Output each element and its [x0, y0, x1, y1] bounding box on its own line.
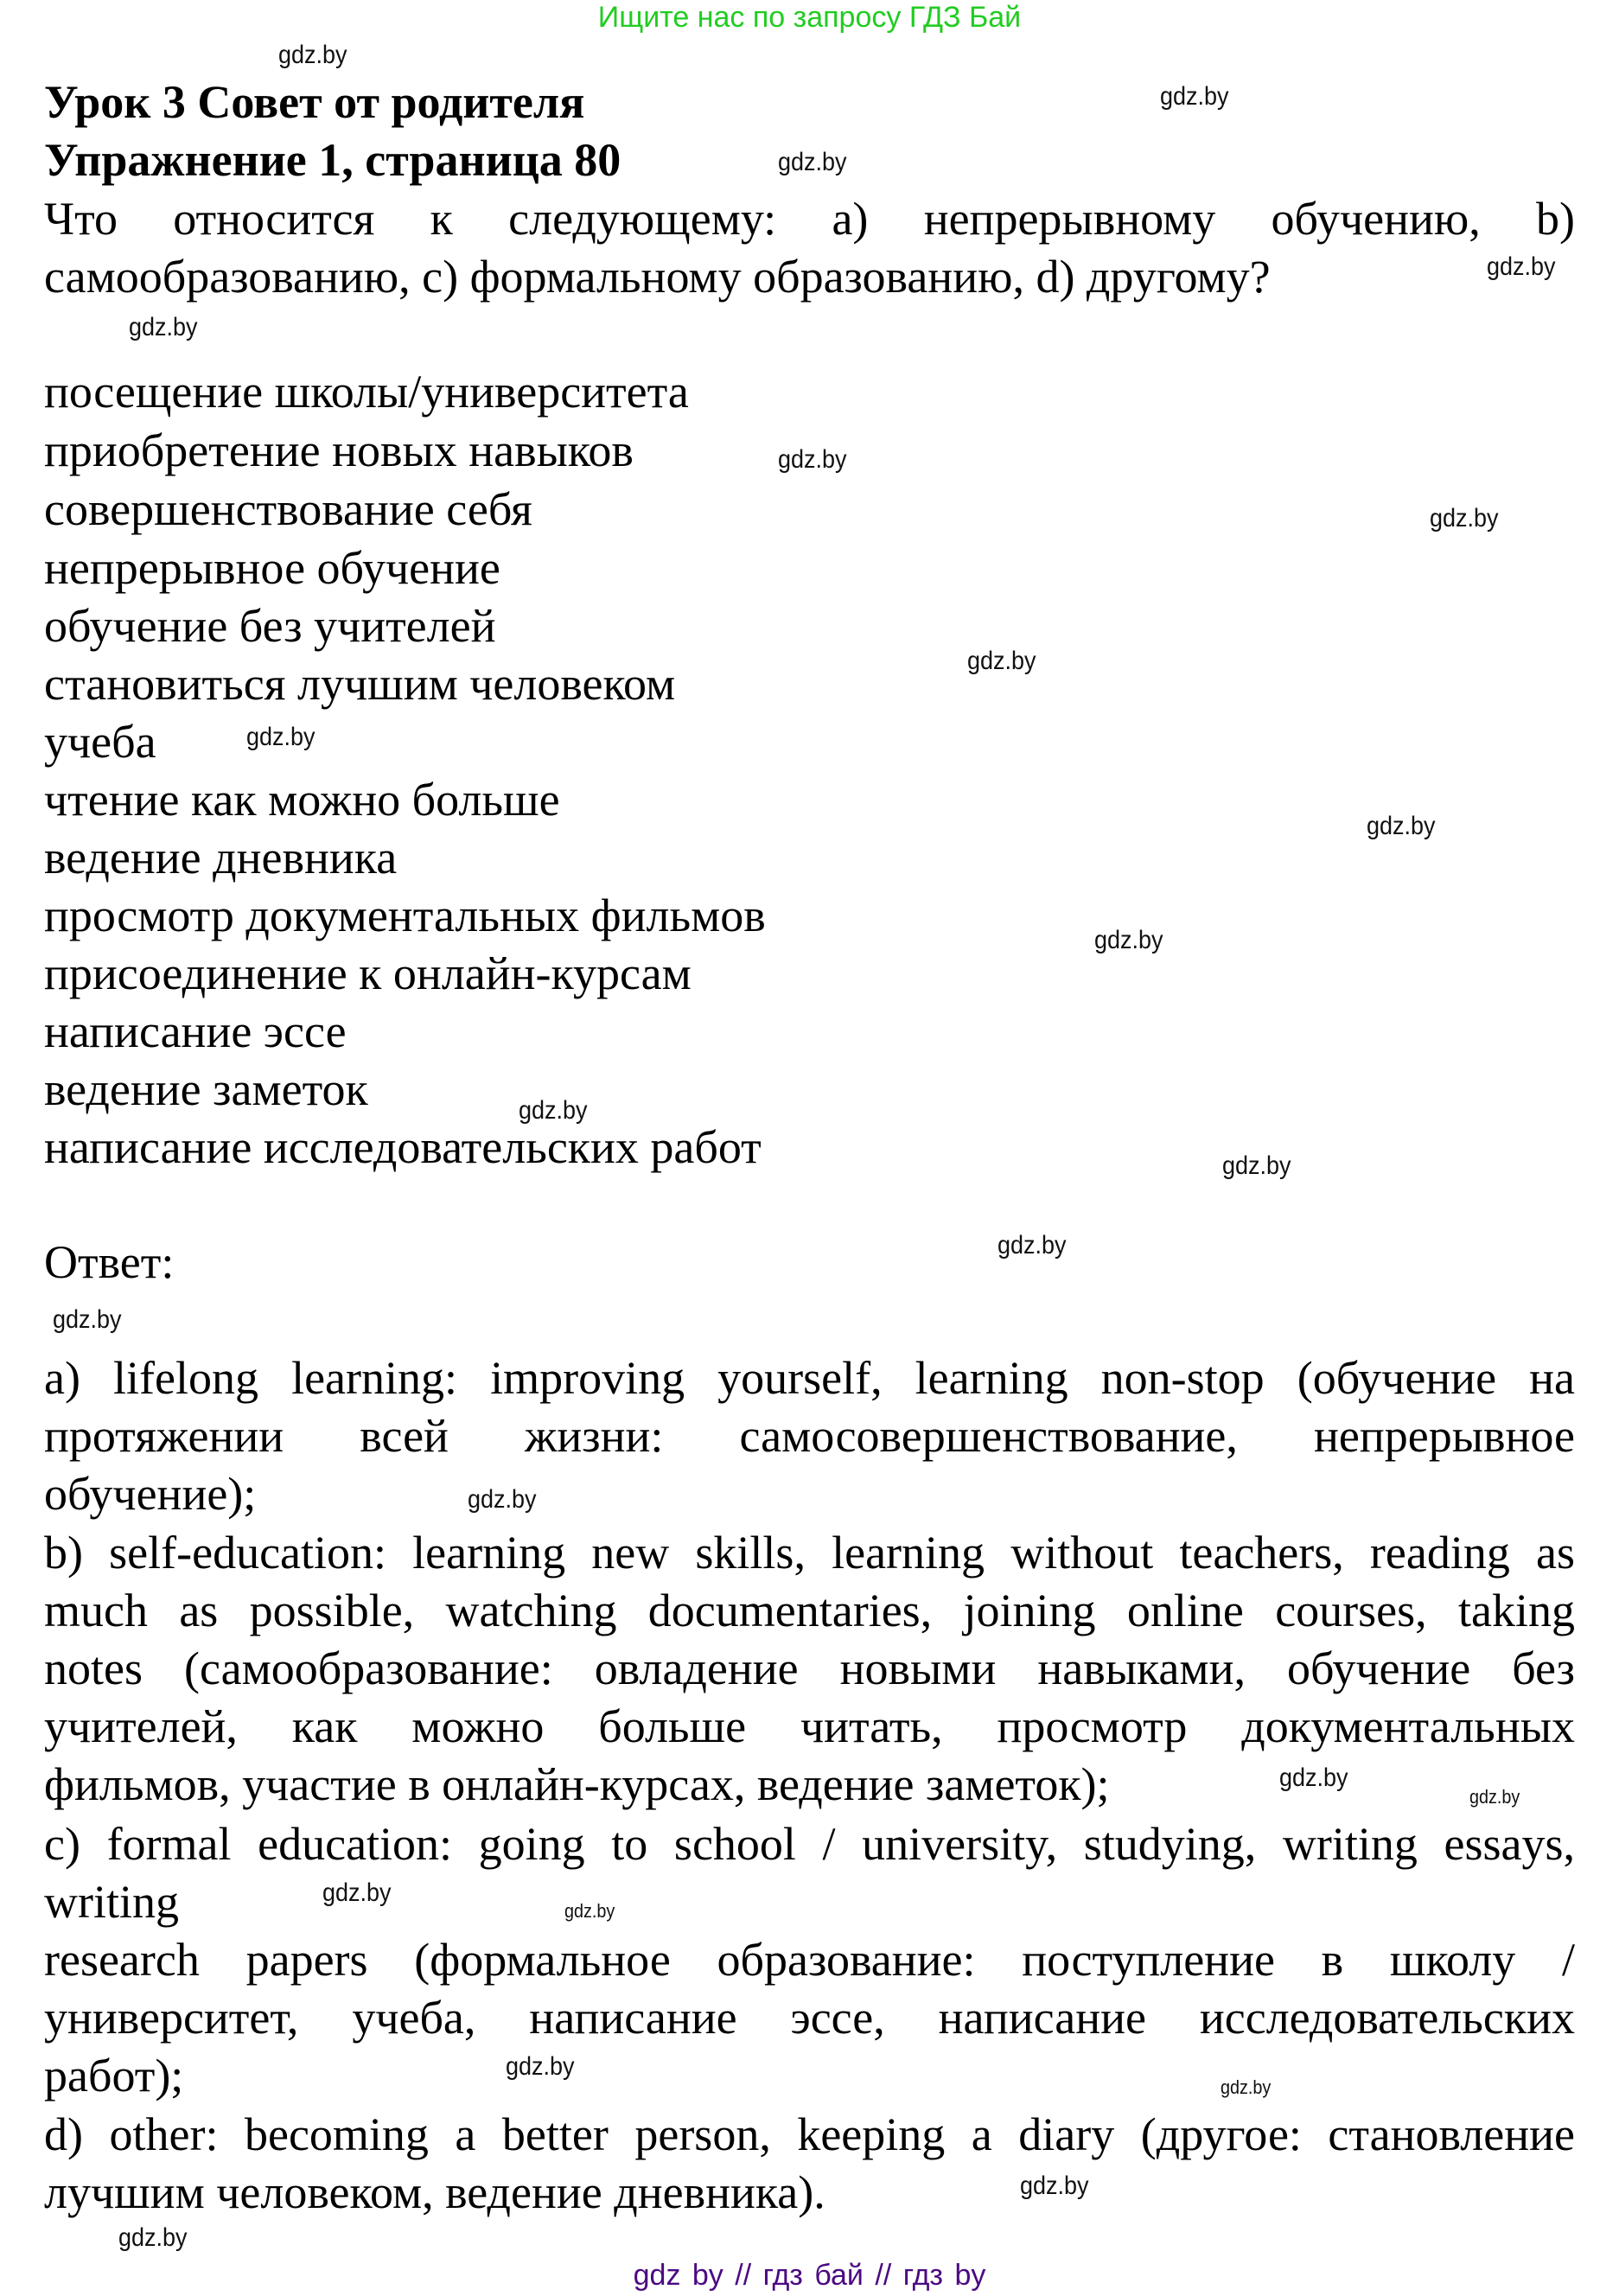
answer-line: обучение);: [44, 1468, 257, 1520]
watermark: gdz.by: [246, 723, 316, 751]
answer-line: b) self-education: learning new skills, learning without teachers, reading as: [44, 1527, 1575, 1578]
watermark: gdz.by: [1469, 1786, 1520, 1808]
answer-line: writing: [44, 1876, 179, 1928]
list-item: просмотр документальных фильмов: [44, 890, 766, 941]
search-banner-link[interactable]: Ищите нас по запросу ГДЗ Бай: [597, 1, 1022, 34]
answer-line: notes (самообразование: овладение новыми навыками, обучение без: [44, 1642, 1575, 1694]
answer-line: протяжении всей жизни: самосовершенствование, непрерывное: [44, 1410, 1575, 1462]
answer-line: университет, учеба, написание эссе, написание исследовательских: [44, 1992, 1575, 2044]
exercise-title: Упражнение 1, страница 80: [44, 134, 621, 186]
watermark: gdz.by: [967, 647, 1036, 675]
list-item: ведение заметок: [44, 1063, 368, 1115]
question-line: самообразованию, c) формальному образованию, d) другому?: [44, 251, 1271, 303]
list-item: непрерывное обучение: [44, 542, 500, 594]
list-item: присоединение к онлайн-курсам: [44, 947, 692, 999]
question-line: Что относится к следующему: a) непрерывному обучению, b): [44, 193, 1575, 245]
answer-label: Ответ:: [44, 1236, 175, 1288]
list-item: написание исследовательских работ: [44, 1121, 762, 1173]
answer-line: учителей, как можно больше читать, просмотр документальных: [44, 1700, 1575, 1752]
list-item: написание эссе: [44, 1005, 347, 1057]
watermark: gdz.by: [1487, 252, 1556, 281]
answer-line: much as possible, watching documentaries, joining online courses, taking: [44, 1585, 1575, 1636]
list-item: учеба: [44, 716, 156, 768]
watermark: gdz.by: [519, 1096, 588, 1125]
watermark: gdz.by: [1430, 504, 1499, 533]
list-item: совершенствование себя: [44, 483, 532, 535]
answer-line: c) formal education: going to school / university, studying, writing essays,: [44, 1818, 1575, 1870]
watermark: gdz.by: [1279, 1763, 1348, 1792]
watermark: gdz.by: [322, 1878, 392, 1907]
answer-line: работ);: [44, 2050, 184, 2101]
watermark: gdz.by: [564, 1900, 615, 1922]
answer-line: d) other: becoming a better person, keeping a diary (другое: становление: [44, 2108, 1575, 2160]
watermark: gdz.by: [1160, 82, 1229, 111]
watermark: gdz.by: [1367, 812, 1436, 840]
watermark: gdz.by: [1221, 2076, 1272, 2098]
watermark: gdz.by: [1020, 2172, 1089, 2200]
watermark: gdz.by: [506, 2052, 575, 2081]
list-item: становиться лучшим человеком: [44, 658, 676, 710]
watermark: gdz.by: [129, 313, 198, 341]
answer-line: research papers (формальное образование: поступление в школу /: [44, 1934, 1575, 1986]
list-item: чтение как можно больше: [44, 774, 560, 826]
watermark: gdz.by: [778, 148, 847, 176]
watermark: gdz.by: [1222, 1151, 1291, 1180]
watermark: gdz.by: [468, 1485, 537, 1514]
answer-line: фильмов, участие в онлайн-курсах, ведение заметок);: [44, 1758, 1110, 1810]
watermark: gdz.by: [778, 445, 847, 474]
list-item: посещение школы/университета: [44, 366, 689, 418]
lesson-title: Урок 3 Совет от родителя: [44, 76, 585, 128]
footer-links[interactable]: gdz by // гдз бай // гдз by: [633, 2259, 986, 2292]
watermark: gdz.by: [278, 41, 347, 69]
list-item: приобретение новых навыков: [44, 424, 634, 476]
watermark: gdz.by: [998, 1231, 1067, 1260]
list-item: ведение дневника: [44, 832, 398, 883]
answer-line: a) lifelong learning: improving yourself, learning non-stop (обучение на: [44, 1352, 1575, 1404]
watermark: gdz.by: [118, 2223, 188, 2252]
answer-line: лучшим человеком, ведение дневника).: [44, 2166, 825, 2218]
watermark: gdz.by: [1094, 926, 1163, 954]
watermark: gdz.by: [53, 1305, 122, 1334]
list-item: обучение без учителей: [44, 600, 496, 652]
